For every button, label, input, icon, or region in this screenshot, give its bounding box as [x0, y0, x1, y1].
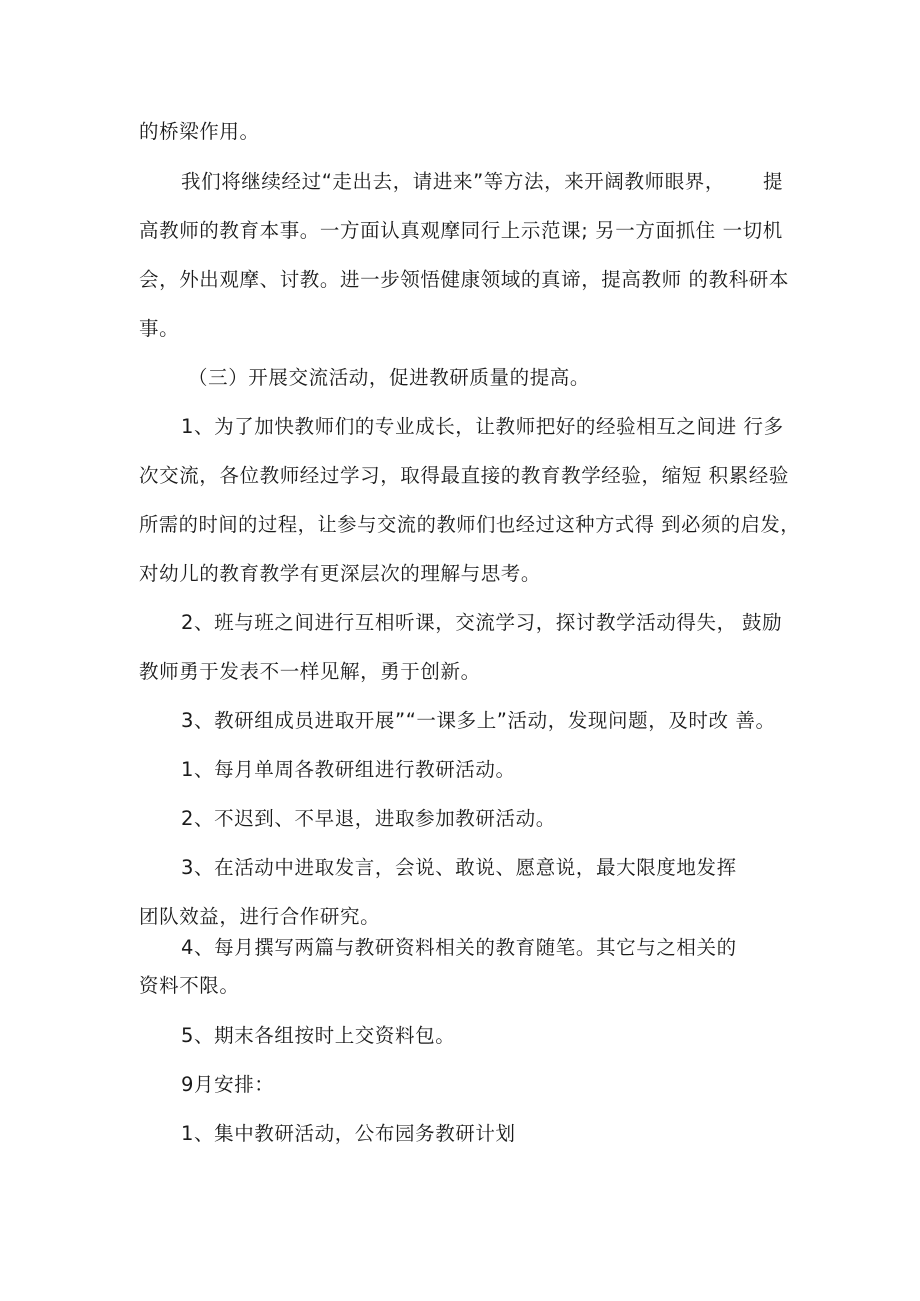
text-line: 高教师的教育本事。一方面认真观摩同行上示范课; 另一方面抓住 一切机	[139, 219, 783, 242]
text-line: 2、不迟到、不早退，进取参加教研活动。	[181, 807, 556, 830]
text-line: 团队效益，进行合作研究。	[139, 905, 381, 928]
text-line: 会，外出观摩、讨教。进一步领悟健康领域的真谛，提高教师 的教科研本	[139, 268, 789, 291]
text-line: 资料不限。	[139, 974, 240, 997]
text-line: 5、期末各组按时上交资料包。	[181, 1024, 456, 1047]
text-line: 1、每月单周各教研组进行教研活动。	[181, 758, 516, 781]
text-line: 3、教研组成员进取开展”“一课多上”活动，发现问题，及时改 善。	[181, 709, 776, 732]
text-line: 次交流，各位教师经过学习，取得最直接的教育教学经验，缩短 积累经验	[139, 464, 789, 487]
text-line: 我们将继续经过“走出去，请进来”等方法，来开阔教师眼界，	[181, 170, 726, 193]
text-line: 4、每月撰写两篇与教研资料相关的教育随笔。其它与之相关的	[181, 936, 737, 959]
text-line: 对幼儿的教育教学有更深层次的理解与思考。	[139, 562, 542, 585]
section-heading: 9月安排：	[181, 1073, 275, 1096]
text-line: 的桥梁作用。	[139, 120, 260, 143]
text-line: 鼓励	[742, 611, 783, 634]
text-line: 事。	[139, 317, 180, 340]
text-line: 提	[763, 170, 784, 193]
text-line: 1、为了加快教师们的专业成长，让教师把好的经验相互之间进 行多	[181, 415, 784, 438]
text-line: 所需的时间的过程，让参与交流的教师们也经过这种方式得 到必须的启发，	[139, 513, 801, 536]
text-line: 教师勇于发表不一样见解，勇于创新。	[139, 660, 481, 683]
text-line: 2、班与班之间进行互相听课，交流学习，探讨教学活动得失，	[181, 611, 737, 634]
section-heading: （三）开展交流活动，促进教研质量的提高。	[188, 366, 591, 389]
text-line: 1、集中教研活动，公布园务教研计划	[181, 1122, 516, 1145]
text-line: 3、在活动中进取发言，会说、敢说、愿意说，最大限度地发挥	[181, 856, 737, 879]
